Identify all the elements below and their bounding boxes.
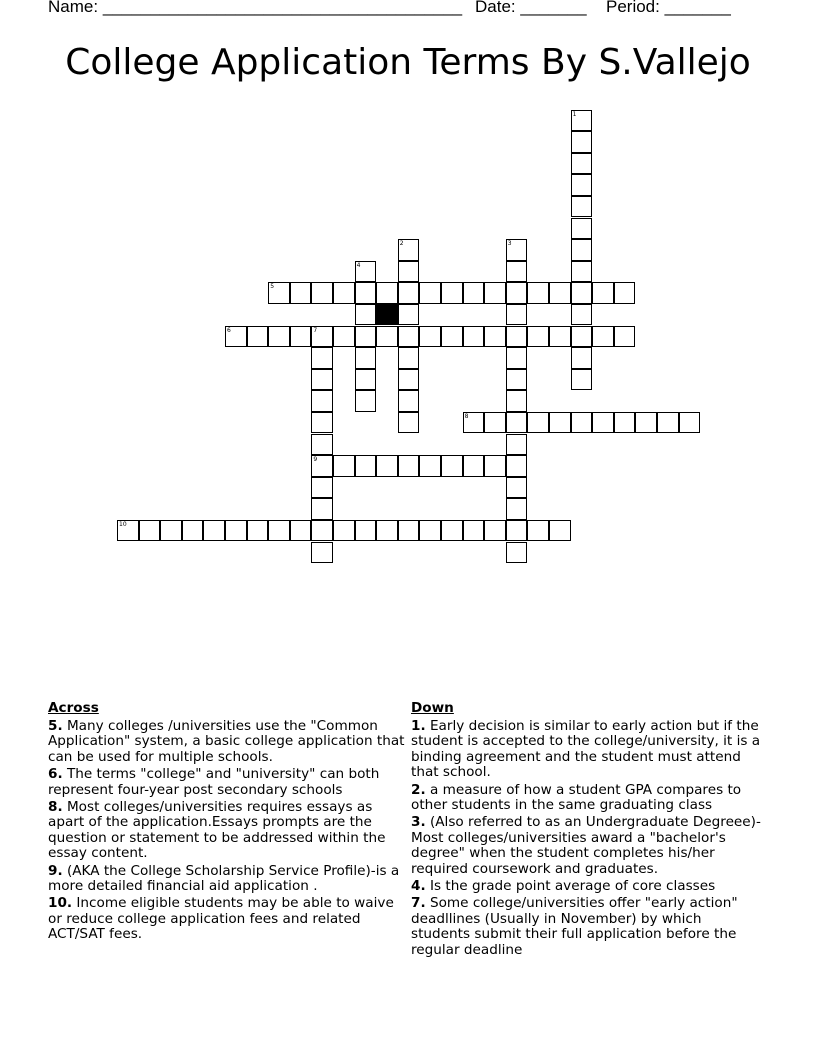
crossword-cell[interactable] bbox=[419, 326, 441, 348]
clue-number: 8. bbox=[48, 799, 63, 816]
crossword-cell[interactable] bbox=[549, 282, 571, 304]
crossword-cell[interactable] bbox=[506, 542, 528, 564]
crossword-cell[interactable] bbox=[311, 282, 333, 304]
crossword-cell[interactable] bbox=[571, 369, 593, 391]
crossword-cell[interactable] bbox=[376, 282, 398, 304]
crossword-cell[interactable] bbox=[506, 261, 528, 283]
crossword-cell[interactable] bbox=[484, 412, 506, 434]
period-label: Period: bbox=[606, 0, 660, 16]
clue-number: 9. bbox=[48, 862, 63, 879]
crossword-cell[interactable] bbox=[506, 347, 528, 369]
crossword-cell[interactable] bbox=[398, 520, 420, 542]
name-line[interactable]: ______________________________________ bbox=[102, 0, 463, 16]
clue-number: 4. bbox=[411, 878, 426, 895]
crossword-cell[interactable] bbox=[333, 455, 355, 477]
crossword-cell[interactable] bbox=[571, 131, 593, 153]
clue-text: Income eligible students may be able to waive or reduce college application fees and related ACT/SAT fees. bbox=[48, 895, 394, 943]
clue-text: The terms "college" and "university" can both represent four-year post secondary schools bbox=[48, 766, 380, 798]
crossword-cell[interactable] bbox=[506, 434, 528, 456]
down-clue bbox=[411, 815, 761, 877]
across-clue bbox=[48, 864, 406, 895]
clue-number: 5. bbox=[48, 718, 63, 734]
crossword-cell[interactable] bbox=[484, 455, 506, 477]
clue-number-label: 2 bbox=[399, 240, 404, 248]
clue-text: (AKA the College Scholarship Service Profile)-is a more detailed financial aid application . bbox=[48, 862, 400, 895]
crossword-cell[interactable] bbox=[355, 520, 377, 542]
crossword-cell[interactable] bbox=[527, 282, 549, 304]
crossword-cell[interactable] bbox=[398, 347, 420, 369]
crossword-cell[interactable] bbox=[506, 369, 528, 391]
crossword-cell[interactable] bbox=[355, 304, 377, 326]
crossword-cell[interactable] bbox=[182, 520, 204, 542]
down-clue bbox=[411, 879, 761, 894]
crossword-cell[interactable] bbox=[441, 455, 463, 477]
crossword-cell[interactable] bbox=[571, 326, 593, 348]
crossword-cell[interactable] bbox=[506, 520, 528, 542]
crossword-cell[interactable] bbox=[355, 326, 377, 348]
crossword-cell[interactable] bbox=[441, 326, 463, 348]
crossword-cell[interactable] bbox=[614, 412, 636, 434]
crossword-cell[interactable] bbox=[571, 412, 593, 434]
clue-number-label: 7 bbox=[313, 326, 318, 334]
crossword-cell[interactable] bbox=[463, 326, 485, 348]
clue-number-label: 1 bbox=[572, 110, 577, 118]
crossword-cell[interactable] bbox=[571, 218, 593, 240]
crossword-cell[interactable] bbox=[635, 412, 657, 434]
crossword-cell[interactable] bbox=[571, 174, 593, 196]
clue-number: 2. bbox=[411, 781, 426, 798]
clue-number-label: 8 bbox=[464, 412, 469, 420]
crossword-cell[interactable] bbox=[614, 282, 636, 304]
crossword-cell[interactable] bbox=[398, 326, 420, 348]
crossword-cell[interactable] bbox=[484, 326, 506, 348]
crossword-cell[interactable] bbox=[571, 304, 593, 326]
down-clue-list bbox=[411, 719, 761, 958]
crossword-cell[interactable] bbox=[290, 326, 312, 348]
crossword-cell[interactable] bbox=[398, 282, 420, 304]
crossword-cell[interactable] bbox=[484, 520, 506, 542]
clue-number-label: 9 bbox=[313, 456, 318, 464]
crossword-cell[interactable] bbox=[506, 412, 528, 434]
crossword-cell[interactable] bbox=[592, 412, 614, 434]
clue-text: Most colleges/universities requires essays as apart of the application.Essays prompts are the question or statement to be addressed within the essay content. bbox=[48, 799, 386, 862]
crossword-cell[interactable] bbox=[571, 261, 593, 283]
crossword-cell[interactable] bbox=[376, 326, 398, 348]
crossword-cell[interactable] bbox=[247, 520, 269, 542]
clue-number: 7. bbox=[411, 895, 426, 912]
crossword-cell[interactable] bbox=[463, 455, 485, 477]
crossword-cell[interactable] bbox=[311, 498, 333, 520]
crossword-cell[interactable] bbox=[311, 520, 333, 542]
across-clue bbox=[48, 719, 406, 765]
crossword-cell[interactable] bbox=[333, 520, 355, 542]
crossword-cell[interactable] bbox=[463, 520, 485, 542]
crossword-cell[interactable] bbox=[139, 520, 161, 542]
crossword-cell[interactable] bbox=[333, 326, 355, 348]
name-label: Name: bbox=[48, 0, 99, 16]
crossword-cell[interactable] bbox=[398, 455, 420, 477]
crossword-cell[interactable] bbox=[398, 304, 420, 326]
crossword-cell[interactable] bbox=[355, 282, 377, 304]
clue-text: Many colleges /universities use the "Common Application" system, a basic college application that can be used for multiple schools. bbox=[48, 718, 405, 765]
across-clue bbox=[48, 767, 406, 798]
across-clue bbox=[48, 896, 406, 942]
crossword-cell[interactable] bbox=[311, 542, 333, 564]
crossword-cell[interactable] bbox=[679, 412, 701, 434]
crossword-cell[interactable] bbox=[549, 326, 571, 348]
crossword-cell[interactable] bbox=[225, 520, 247, 542]
crossword-cell[interactable] bbox=[398, 369, 420, 391]
crossword-cell[interactable] bbox=[571, 153, 593, 175]
crossword-cell[interactable] bbox=[506, 282, 528, 304]
crossword-cell[interactable] bbox=[311, 477, 333, 499]
crossword-cell[interactable] bbox=[527, 520, 549, 542]
crossword-cell[interactable] bbox=[592, 326, 614, 348]
clue-number: 6. bbox=[48, 766, 63, 783]
across-clue bbox=[48, 800, 406, 862]
crossword-cell[interactable] bbox=[571, 196, 593, 218]
down-heading: Down bbox=[411, 700, 454, 716]
crossword-cell[interactable] bbox=[398, 412, 420, 434]
crossword-cell[interactable] bbox=[506, 477, 528, 499]
crossword-cell[interactable] bbox=[441, 520, 463, 542]
across-heading: Across bbox=[48, 700, 99, 716]
crossword-cell[interactable] bbox=[592, 282, 614, 304]
date-label: Date: bbox=[475, 0, 516, 16]
crossword-cell[interactable] bbox=[160, 520, 182, 542]
clue-number-label: 5 bbox=[270, 283, 275, 291]
crossword-cell[interactable] bbox=[398, 261, 420, 283]
crossword-cell[interactable] bbox=[571, 347, 593, 369]
crossword-cell[interactable] bbox=[506, 455, 528, 477]
across-clue-list bbox=[48, 719, 406, 943]
crossword-cell[interactable] bbox=[506, 390, 528, 412]
clue-number: 1. bbox=[411, 718, 426, 734]
clue-number-label: 4 bbox=[356, 261, 361, 269]
crossword-cell[interactable] bbox=[355, 347, 377, 369]
crossword-cell[interactable] bbox=[311, 412, 333, 434]
crossword-cell[interactable] bbox=[376, 455, 398, 477]
down-clues bbox=[411, 700, 761, 958]
crossword-block bbox=[376, 304, 398, 326]
crossword-cell[interactable] bbox=[527, 412, 549, 434]
clue-text: (Also referred to as an Undergraduate Degreee)-Most colleges/universities award a "bachelor's degree" when the student completes his/her required coursework and graduates. bbox=[411, 814, 761, 877]
crossword-cell[interactable] bbox=[311, 369, 333, 391]
crossword-cell[interactable] bbox=[355, 390, 377, 412]
crossword-cell[interactable] bbox=[290, 282, 312, 304]
crossword-cell[interactable] bbox=[549, 412, 571, 434]
crossword-cell[interactable] bbox=[376, 520, 398, 542]
crossword-cell[interactable] bbox=[311, 434, 333, 456]
crossword-cell[interactable] bbox=[268, 326, 290, 348]
crossword-cell[interactable] bbox=[311, 347, 333, 369]
crossword-cell[interactable] bbox=[571, 282, 593, 304]
crossword-cell[interactable] bbox=[268, 520, 290, 542]
down-clue bbox=[411, 719, 761, 781]
date-line[interactable]: _______ bbox=[520, 0, 587, 16]
crossword-cell[interactable] bbox=[506, 326, 528, 348]
crossword-cell[interactable] bbox=[419, 455, 441, 477]
crossword-cell[interactable] bbox=[398, 390, 420, 412]
crossword-cell[interactable] bbox=[311, 390, 333, 412]
clue-number: 10. bbox=[48, 895, 73, 912]
crossword-cell[interactable] bbox=[463, 282, 485, 304]
clue-number-label: 10 bbox=[119, 520, 127, 528]
down-clue bbox=[411, 896, 761, 958]
clue-text: a measure of how a student GPA compares to other students in the same graduating class bbox=[411, 781, 742, 814]
crossword-cell[interactable] bbox=[527, 326, 549, 348]
crossword-cell[interactable] bbox=[419, 520, 441, 542]
clue-text: Early decision is similar to early action but if the student is accepted to the college/university, it is a binding agreement and the student must attend that school. bbox=[411, 718, 761, 781]
down-clue bbox=[411, 783, 761, 814]
clue-number-label: 6 bbox=[227, 326, 231, 334]
crossword-cell[interactable] bbox=[484, 282, 506, 304]
crossword-cell[interactable] bbox=[549, 520, 571, 542]
crossword-cell[interactable] bbox=[203, 520, 225, 542]
crossword-cell[interactable] bbox=[290, 520, 312, 542]
crossword-cell[interactable] bbox=[355, 369, 377, 391]
crossword-cell[interactable] bbox=[441, 282, 463, 304]
crossword-cell[interactable] bbox=[247, 326, 269, 348]
crossword-cell[interactable] bbox=[355, 455, 377, 477]
clue-number-label: 3 bbox=[507, 240, 512, 248]
clue-text: Is the grade point average of core classes bbox=[429, 878, 716, 895]
crossword-cell[interactable] bbox=[506, 498, 528, 520]
crossword-cell[interactable] bbox=[419, 282, 441, 304]
page-title: College Application Terms By S.Vallejo bbox=[65, 42, 751, 83]
crossword-cell[interactable] bbox=[571, 239, 593, 261]
period-line[interactable]: _______ bbox=[664, 0, 731, 16]
across-clues bbox=[48, 700, 406, 943]
crossword-cell[interactable] bbox=[333, 282, 355, 304]
crossword-cell[interactable] bbox=[506, 304, 528, 326]
crossword-cell[interactable] bbox=[614, 326, 636, 348]
clue-number: 3. bbox=[411, 814, 426, 831]
crossword-cell[interactable] bbox=[657, 412, 679, 434]
clue-text: Some college/universities offer "early action" deadllines (Usually in November) by which students submit their full application before the regular deadline bbox=[411, 895, 738, 958]
